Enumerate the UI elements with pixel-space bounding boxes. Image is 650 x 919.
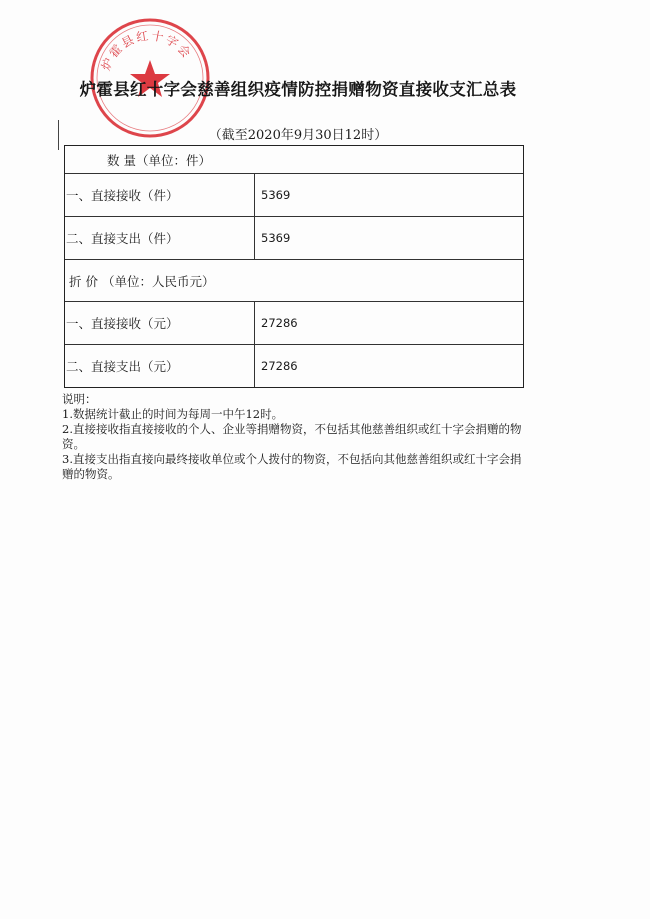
table-row xyxy=(65,344,523,387)
row-value: 5369 xyxy=(261,188,291,202)
notes-section xyxy=(62,392,532,482)
page-title: 炉霍县红十字会慈善组织疫情防控捐赠物资直接收支汇总表 xyxy=(79,80,517,99)
note-item: 3.直接支出指直接向最终接收单位或个人拨付的物资，不包括向其他慈善组织或红十字会捐赠的物资。 xyxy=(62,452,522,481)
price-header-label: 折 价 （单位：人民币元） xyxy=(69,273,215,289)
table-row xyxy=(65,301,523,344)
row-label: 二、直接支出（件） xyxy=(65,217,255,259)
scan-edge-line xyxy=(58,120,59,150)
notes-heading: 说明： xyxy=(62,392,97,406)
seal-text: 炉霍县红十字会 xyxy=(98,28,195,73)
row-label: 一、直接接收（件） xyxy=(65,174,255,216)
table-row xyxy=(65,216,523,259)
row-value: 27286 xyxy=(261,359,298,373)
note-item: 1.数据统计截止的时间为每周一中午12时。 xyxy=(62,407,284,421)
summary-table xyxy=(64,145,524,388)
red-cross-seal-stamp xyxy=(88,16,212,140)
page-subtitle: （截至2020年9月30日12时） xyxy=(208,128,388,143)
quantity-header-row xyxy=(65,146,523,173)
row-value: 27286 xyxy=(261,316,298,330)
price-header-row xyxy=(65,259,523,301)
note-item: 2.直接接收指直接接收的个人、企业等捐赠物资，不包括其他慈善组织或红十字会捐赠的物资。 xyxy=(62,422,522,451)
quantity-header-label: 数 量（单位：件） xyxy=(107,152,211,168)
row-label: 二、直接支出（元） xyxy=(65,345,255,387)
row-label: 一、直接接收（元） xyxy=(65,302,255,344)
table-row xyxy=(65,173,523,216)
row-value: 5369 xyxy=(261,231,291,245)
